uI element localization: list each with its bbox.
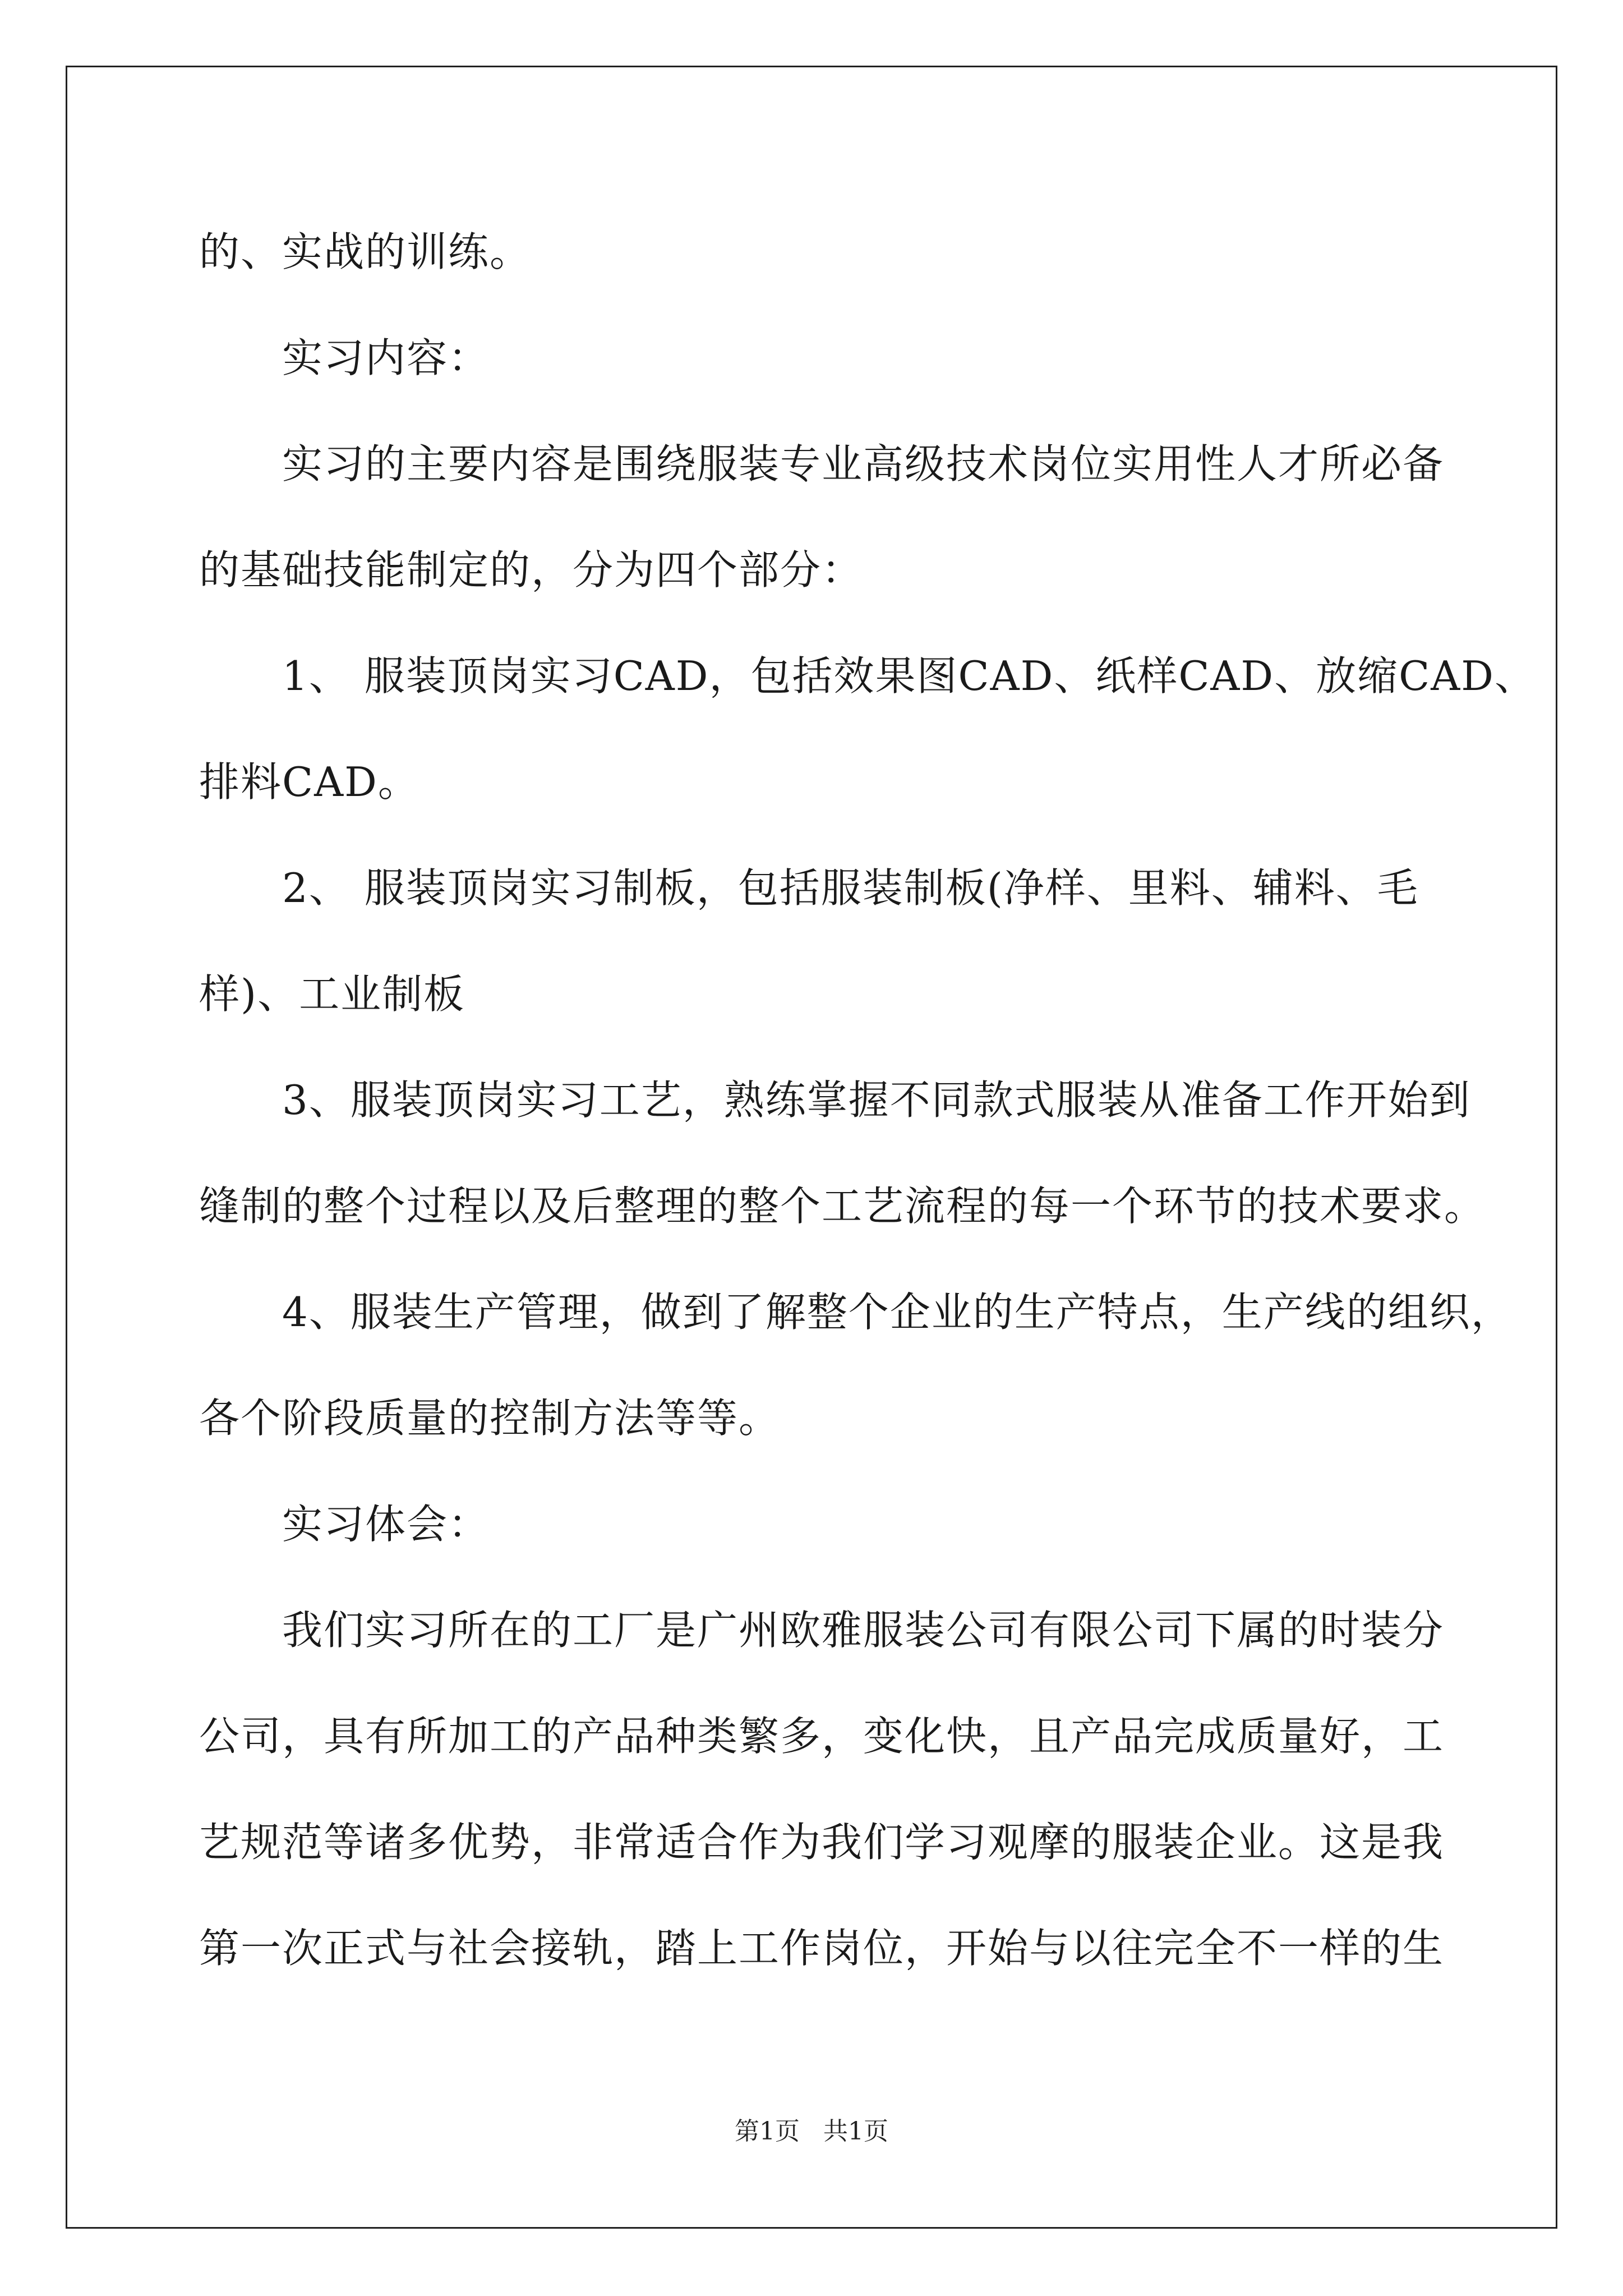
text-line: 2、 服装顶岗实习制板，包括服装制板(净样、里料、辅料、毛 bbox=[282, 864, 1419, 912]
text-line: 排料CAD。 bbox=[199, 758, 419, 806]
text-line: 1、 服装顶岗实习CAD，包括效果图CAD、纸样CAD、放缩CAD、 bbox=[282, 652, 1536, 700]
text-line: 艺规范等诸多优势，非常适合作为我们学习观摩的服装企业。这是我 bbox=[199, 1819, 1445, 1866]
text-line: 实习体会： bbox=[282, 1501, 490, 1548]
text-line: 实习内容： bbox=[282, 334, 490, 381]
paragraph-training-end bbox=[199, 199, 1422, 305]
heading-internship-experience bbox=[199, 1471, 1422, 1577]
paragraph-item-4 bbox=[199, 1259, 1513, 1471]
heading-internship-content bbox=[199, 305, 1422, 411]
text-line: 样)、工业制板 bbox=[199, 970, 465, 1018]
page-footer bbox=[0, 2115, 1623, 2148]
text-line: 第一次正式与社会接轨，踏上工作岗位，开始与以往完全不一样的生 bbox=[199, 1925, 1445, 1972]
text-line: 实习的主要内容是围绕服装专业高级技术岗位实用性人才所必备 bbox=[282, 440, 1445, 487]
page-number: 第1页 bbox=[735, 2117, 800, 2146]
text-line: 公司，具有所加工的产品种类繁多，变化快，且产品完成质量好，工 bbox=[199, 1713, 1445, 1760]
paragraph-factory bbox=[199, 1577, 1445, 2001]
paragraph-main-content bbox=[199, 411, 1445, 623]
text-line: 各个阶段质量的控制方法等等。 bbox=[199, 1395, 781, 1442]
document-body bbox=[199, 199, 1536, 2001]
paragraph-item-3 bbox=[199, 1047, 1486, 1259]
page-total: 共1页 bbox=[823, 2117, 888, 2146]
text-line: 缝制的整个过程以及后整理的整个工艺流程的每一个环节的技术要求。 bbox=[199, 1182, 1486, 1230]
paragraph-item-1 bbox=[199, 623, 1536, 835]
text-line: 3、服装顶岗实习工艺，熟练掌握不同款式服装从准备工作开始到 bbox=[282, 1076, 1471, 1124]
text-line: 的、实战的训练。 bbox=[199, 228, 532, 275]
text-line: 4、服装生产管理，做到了解整个企业的生产特点，生产线的组织， bbox=[282, 1289, 1513, 1336]
paragraph-item-2 bbox=[199, 835, 1422, 1047]
text-line: 我们实习所在的工厂是广州欧雅服装公司有限公司下属的时装分 bbox=[282, 1607, 1445, 1654]
text-line: 的基础技能制定的，分为四个部分： bbox=[199, 546, 864, 593]
